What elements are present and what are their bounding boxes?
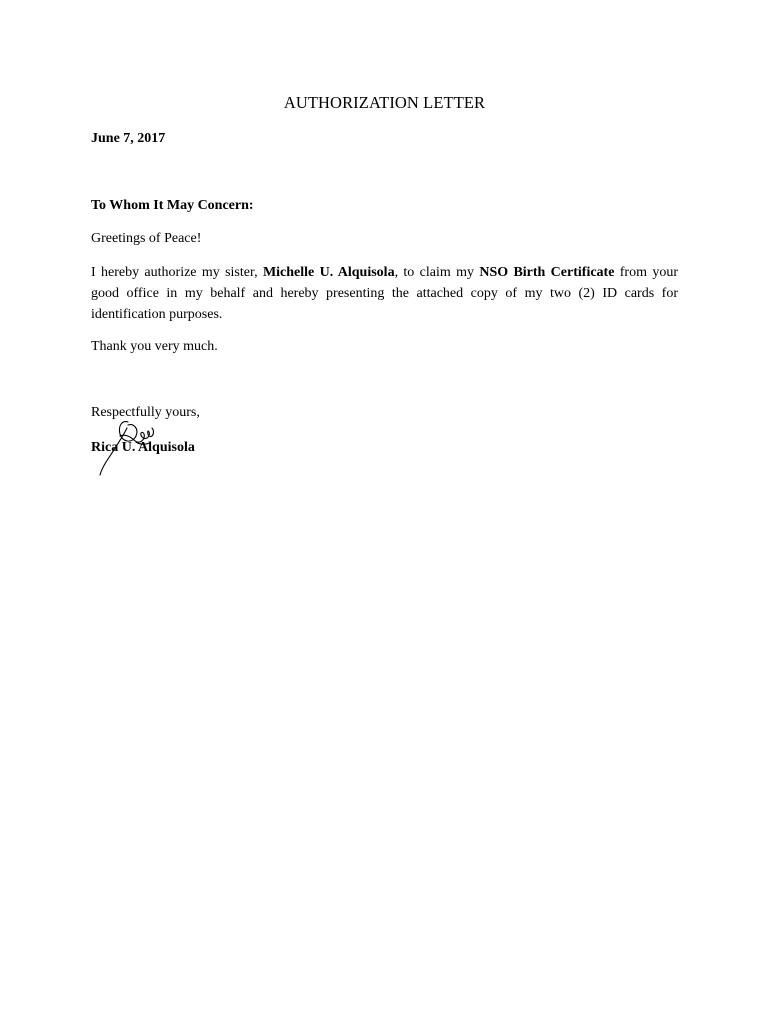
body-text-part1: I hereby authorize my sister,: [91, 265, 263, 280]
body-text-part2: , to claim my: [394, 265, 480, 280]
thanks-line: Thank you very much.: [91, 339, 218, 354]
signature-icon: [94, 414, 164, 480]
document-name: NSO Birth Certificate: [479, 265, 615, 280]
sister-name: Michelle U. Alquisola: [262, 265, 395, 280]
letter-title: AUTHORIZATION LETTER: [283, 93, 486, 112]
body-text-part3: from your good office in my behalf and hereby presenting the attached copy of my two (2) ID cards for identification purposes.: [91, 265, 678, 322]
body-paragraph: [91, 262, 678, 325]
salutation: To Whom It May Concern:: [91, 198, 254, 213]
signer-name: Rica U. Alquisola: [91, 440, 195, 455]
greeting: Greetings of Peace!: [91, 231, 202, 246]
letter-date: June 7, 2017: [91, 131, 166, 146]
closing-line: Respectfully yours,: [91, 405, 200, 420]
